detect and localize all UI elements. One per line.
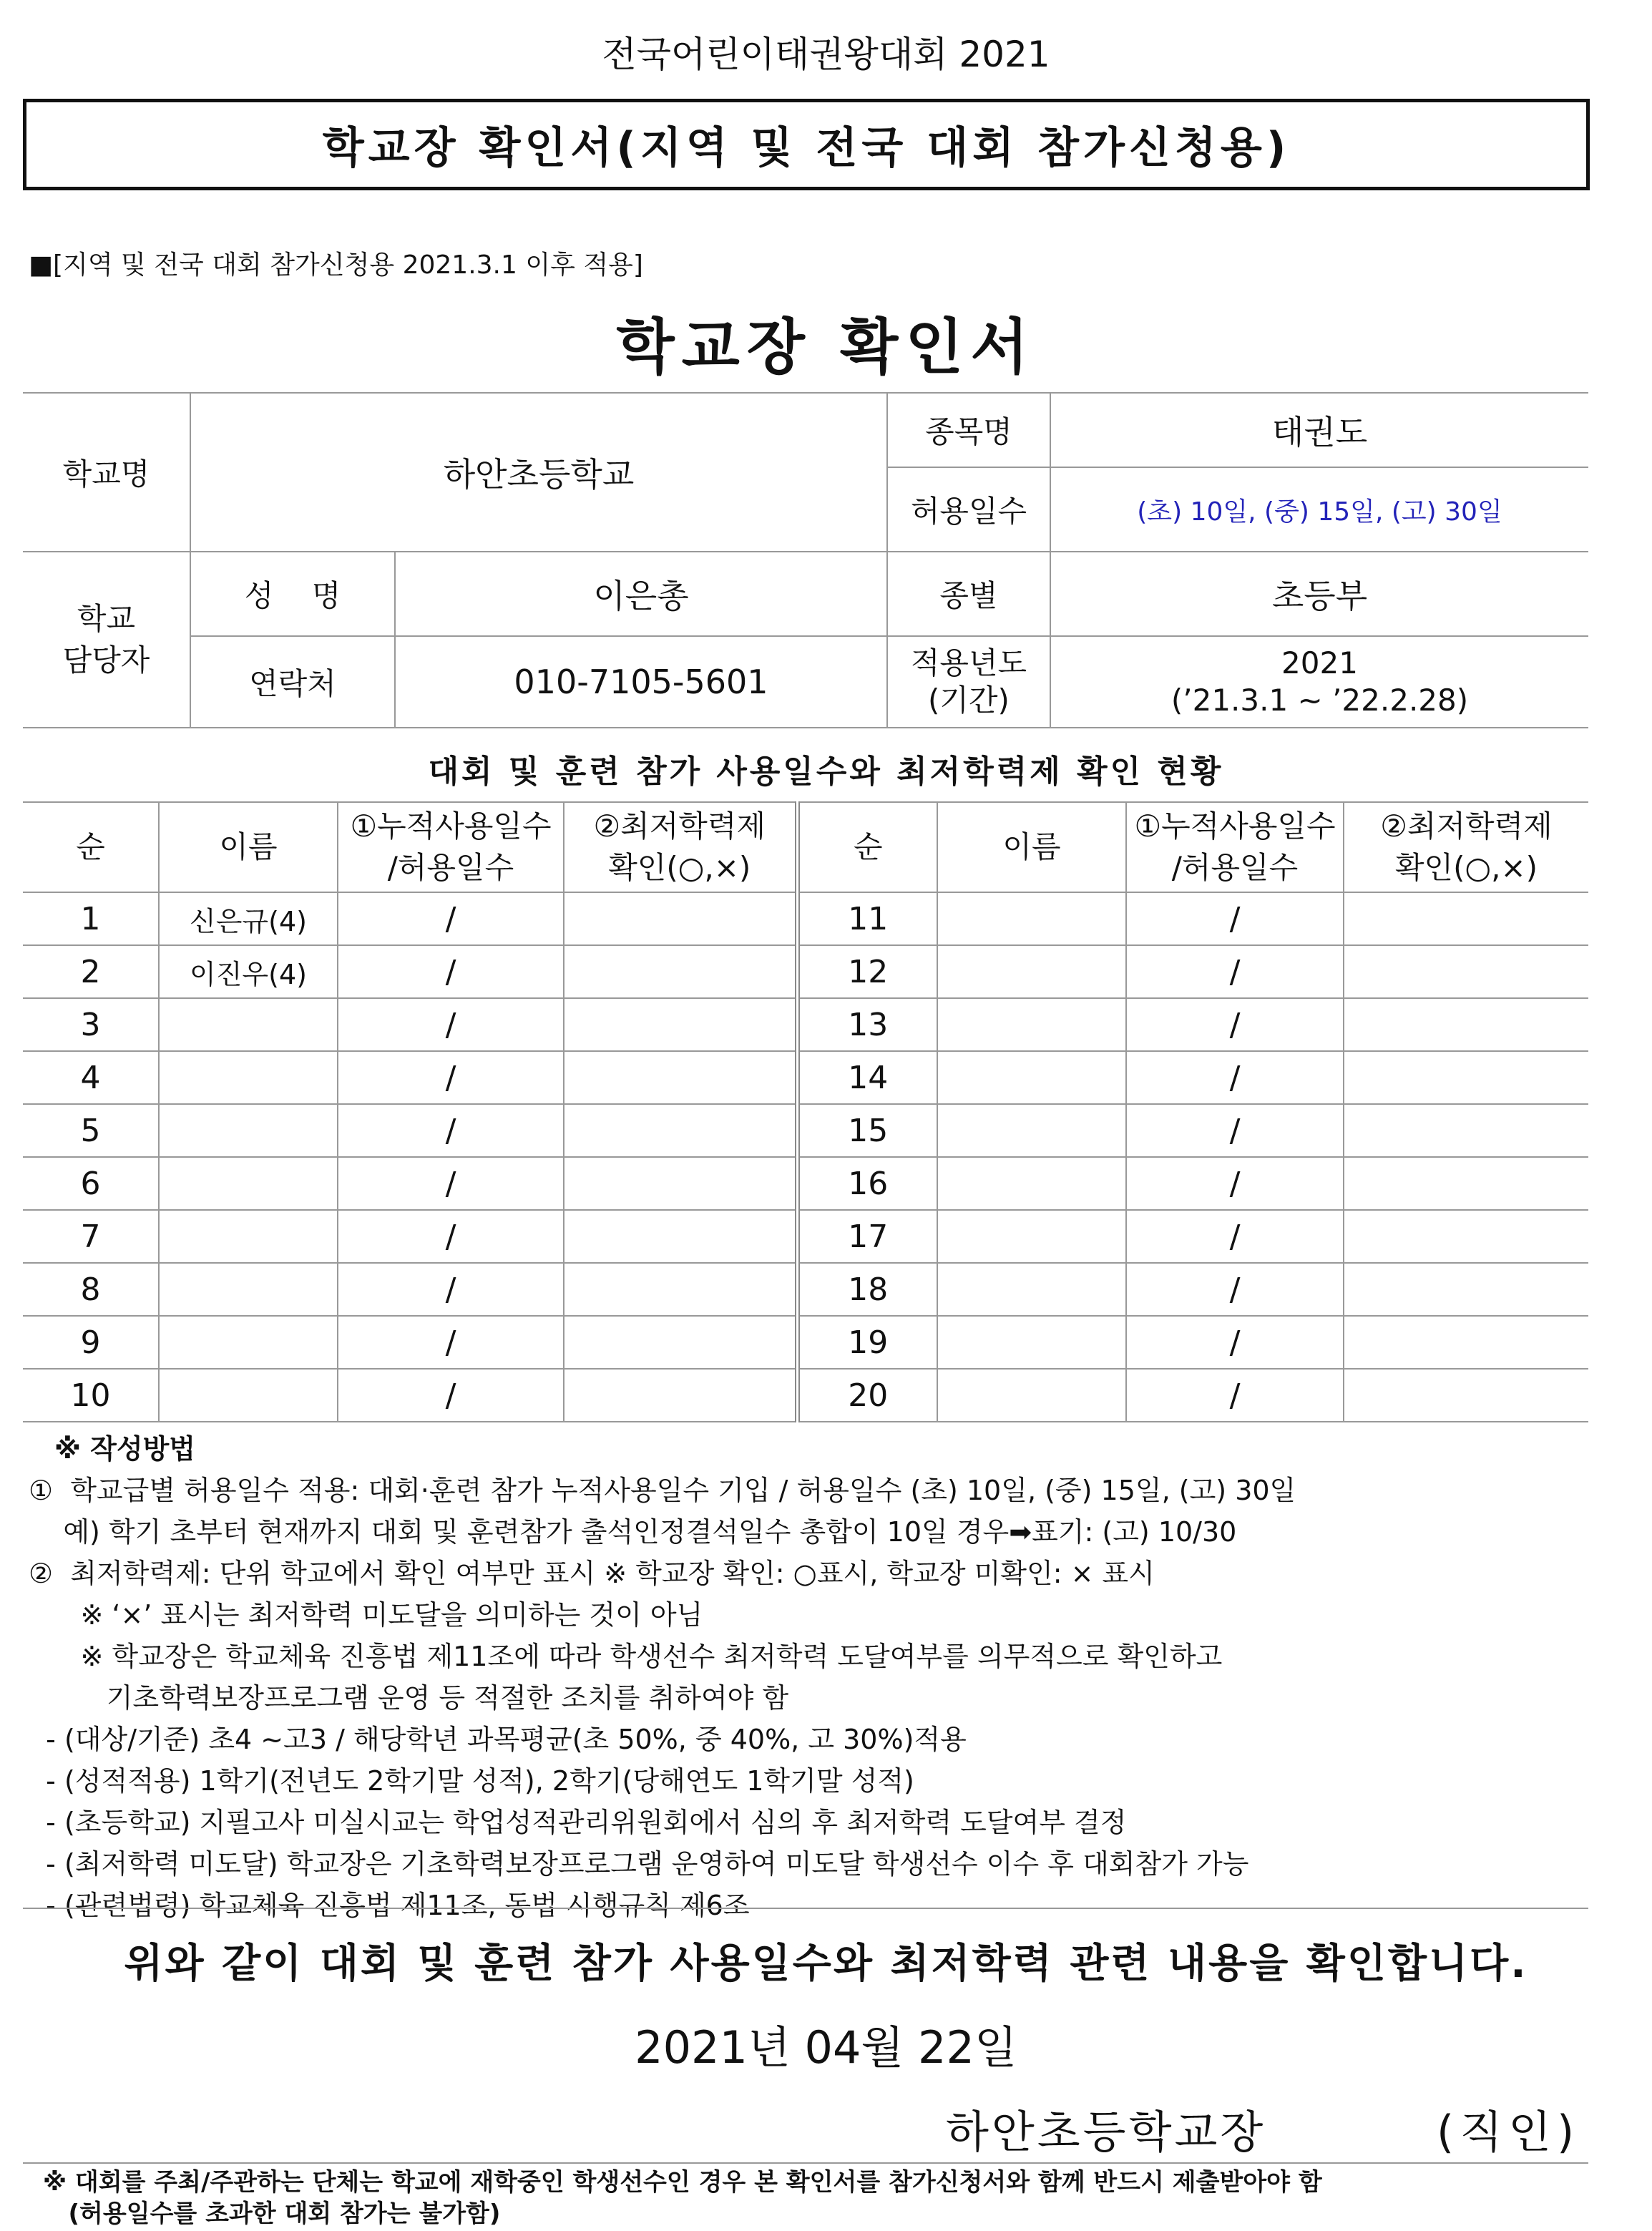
days-cell: / bbox=[338, 1104, 564, 1157]
student-name bbox=[937, 1210, 1126, 1263]
check-cell bbox=[1344, 1157, 1588, 1210]
issue-date: 2021년 04월 22일 bbox=[635, 2021, 1017, 2074]
table-row bbox=[23, 1210, 1588, 1263]
contact-value: 010-7105-5601 bbox=[395, 636, 887, 728]
days-cell: / bbox=[338, 1316, 564, 1369]
days-cell: / bbox=[1126, 1157, 1344, 1210]
document-title: 학교장 확인서 bbox=[616, 312, 1036, 382]
check-cell bbox=[1344, 998, 1588, 1051]
sport-value: 태권도 bbox=[1050, 393, 1588, 467]
student-name bbox=[937, 1104, 1126, 1157]
student-name bbox=[937, 1051, 1126, 1104]
row-number: 6 bbox=[23, 1157, 159, 1210]
header-num: 순 bbox=[23, 802, 159, 892]
table-row bbox=[23, 1051, 1588, 1104]
allowed-days-value: (초) 10일, (중) 15일, (고) 30일 bbox=[1050, 467, 1588, 552]
row-number: 10 bbox=[23, 1369, 159, 1422]
footnote-line: (허용일수를 초과한 대회 참가는 불가함) bbox=[43, 2200, 501, 2228]
check-cell bbox=[564, 1051, 797, 1104]
instruction-line: 기초학력보장프로그램 운영 등 적절한 조치를 취하여야 함 bbox=[29, 1682, 789, 1714]
days-cell: / bbox=[1126, 998, 1344, 1051]
student-name bbox=[937, 1157, 1126, 1210]
check-cell bbox=[564, 945, 797, 998]
roster-table bbox=[23, 801, 1588, 1422]
row-number: 7 bbox=[23, 1210, 159, 1263]
student-name bbox=[937, 998, 1126, 1051]
student-name bbox=[159, 1316, 338, 1369]
header-days: ①누적사용일수 /허용일수 bbox=[1126, 802, 1344, 892]
division-value: 초등부 bbox=[1050, 552, 1588, 636]
instruction-line: - (관련법령) 학교체육 진흥법 제11조, 동법 시행규칙 제6조 bbox=[29, 1890, 750, 1921]
instruction-line: 예) 학기 초부터 현재까지 대회 및 훈련참가 출석인정결석일수 총합이 10일 경우➡표기: (고) 10/30 bbox=[29, 1516, 1237, 1548]
days-cell: / bbox=[338, 1263, 564, 1316]
divider bbox=[23, 2162, 1588, 2164]
instruction-line: - (대상/기준) 초4 ~고3 / 해당학년 과목평균(초 50%, 중 40%, 고 30%)적용 bbox=[29, 1724, 967, 1755]
days-cell: / bbox=[1126, 1263, 1344, 1316]
allowed-days-label: 허용일수 bbox=[887, 467, 1050, 552]
row-number: 1 bbox=[23, 892, 159, 945]
days-cell: / bbox=[1126, 892, 1344, 945]
student-name bbox=[159, 1157, 338, 1210]
official-seal-label: (직인) bbox=[1437, 2106, 1580, 2158]
row-number: 11 bbox=[797, 892, 937, 945]
check-cell bbox=[1344, 945, 1588, 998]
row-number: 5 bbox=[23, 1104, 159, 1157]
days-cell: / bbox=[338, 945, 564, 998]
days-cell: / bbox=[1126, 1104, 1344, 1157]
days-cell: / bbox=[1126, 1316, 1344, 1369]
check-cell bbox=[564, 1157, 797, 1210]
table-row bbox=[23, 1263, 1588, 1316]
days-cell: / bbox=[338, 892, 564, 945]
manager-name-value: 이은총 bbox=[395, 552, 887, 636]
instruction-line: - (최저학력 미도달) 학교장은 기초학력보장프로그램 운영하여 미도달 학생선수 이수 후 대회참가 가능 bbox=[29, 1848, 1249, 1880]
student-name bbox=[159, 1263, 338, 1316]
school-name-label: 학교명 bbox=[23, 393, 190, 552]
row-number: 4 bbox=[23, 1051, 159, 1104]
instruction-line: ※ 학교장은 학교체육 진흥법 제11조에 따라 학생선수 최저학력 도달여부를 의무적으로 확인하고 bbox=[29, 1641, 1223, 1672]
manager-name-label: 성 명 bbox=[190, 552, 395, 636]
days-cell: / bbox=[338, 1369, 564, 1422]
row-number: 16 bbox=[797, 1157, 937, 1210]
student-name: 이진우(4) bbox=[159, 945, 338, 998]
division-label: 종별 bbox=[887, 552, 1050, 636]
confirmation-statement: 위와 같이 대회 및 훈련 참가 사용일수와 최저학력 관련 내용을 확인합니다. bbox=[124, 1940, 1528, 1987]
header-check: ②최저학력제 확인(○,×) bbox=[1344, 802, 1588, 892]
header-check: ②최저학력제 확인(○,×) bbox=[564, 802, 797, 892]
days-cell: / bbox=[1126, 1051, 1344, 1104]
instruction-line: ① 학교급별 허용일수 적용: 대회·훈련 참가 누적사용일수 기입 / 허용일수 (초) 10일, (중) 15일, (고) 30일 bbox=[29, 1475, 1296, 1506]
check-cell bbox=[564, 1369, 797, 1422]
footnote-line: ※ 대회를 주최/주관하는 단체는 학교에 재학중인 학생선수인 경우 본 확인서를 참가신청서와 함께 반드시 제출받아야 함 bbox=[43, 2168, 1322, 2197]
check-cell bbox=[564, 1316, 797, 1369]
row-number: 13 bbox=[797, 998, 937, 1051]
check-cell bbox=[1344, 1051, 1588, 1104]
row-number: 9 bbox=[23, 1316, 159, 1369]
instruction-line: ② 최저학력제: 단위 학교에서 확인 여부만 표시 ※ 학교장 확인: ○표시, 학교장 미확인: × 표시 bbox=[29, 1558, 1155, 1589]
check-cell bbox=[564, 1210, 797, 1263]
manager-label: 학교 담당자 bbox=[23, 552, 190, 728]
school-name-value: 하안초등학교 bbox=[190, 393, 887, 552]
table-row bbox=[23, 945, 1588, 998]
student-name bbox=[937, 945, 1126, 998]
check-cell bbox=[564, 998, 797, 1051]
principal-signature: 하안초등학교장 bbox=[946, 2106, 1266, 2158]
days-cell: / bbox=[338, 998, 564, 1051]
check-cell bbox=[1344, 892, 1588, 945]
row-number: 14 bbox=[797, 1051, 937, 1104]
status-title: 대회 및 훈련 참가 사용일수와 최저학력제 확인 현황 bbox=[428, 753, 1224, 790]
check-cell bbox=[1344, 1263, 1588, 1316]
row-number: 18 bbox=[797, 1263, 937, 1316]
row-number: 8 bbox=[23, 1263, 159, 1316]
row-number: 20 bbox=[797, 1369, 937, 1422]
check-cell bbox=[564, 1104, 797, 1157]
check-cell bbox=[1344, 1210, 1588, 1263]
student-name bbox=[159, 1210, 338, 1263]
instruction-line: - (초등학교) 지필고사 미실시교는 학업성적관리위원회에서 심의 후 최저학력 도달여부 결정 bbox=[29, 1807, 1127, 1838]
student-name: 신은규(4) bbox=[159, 892, 338, 945]
school-info-table bbox=[23, 392, 1588, 728]
table-row bbox=[23, 1104, 1588, 1157]
instructions bbox=[29, 1428, 1603, 1926]
instruction-line: - (성적적용) 1학기(전년도 2학기말 성적), 2학기(당해연도 1학기말 성적) bbox=[29, 1765, 914, 1797]
check-cell bbox=[1344, 1316, 1588, 1369]
student-name bbox=[937, 892, 1126, 945]
check-cell bbox=[564, 892, 797, 945]
days-cell: / bbox=[338, 1051, 564, 1104]
table-row bbox=[23, 998, 1588, 1051]
student-name bbox=[937, 1369, 1126, 1422]
year-value: 2021 (’21.3.1 ~ ’22.2.28) bbox=[1050, 636, 1588, 728]
days-cell: / bbox=[338, 1157, 564, 1210]
header-name: 이름 bbox=[159, 802, 338, 892]
contact-label: 연락처 bbox=[190, 636, 395, 728]
header-days: ①누적사용일수 /허용일수 bbox=[338, 802, 564, 892]
student-name bbox=[159, 998, 338, 1051]
instructions-heading: ※ 작성방법 bbox=[54, 1433, 196, 1465]
student-name bbox=[159, 1051, 338, 1104]
days-cell: / bbox=[338, 1210, 564, 1263]
event-title: 전국어린이태권왕대회 2021 bbox=[602, 34, 1050, 75]
check-cell bbox=[1344, 1369, 1588, 1422]
table-row bbox=[23, 1369, 1588, 1422]
student-name bbox=[937, 1316, 1126, 1369]
row-number: 17 bbox=[797, 1210, 937, 1263]
student-name bbox=[159, 1369, 338, 1422]
days-cell: / bbox=[1126, 1210, 1344, 1263]
table-row bbox=[23, 892, 1588, 945]
check-cell bbox=[564, 1263, 797, 1316]
row-number: 19 bbox=[797, 1316, 937, 1369]
student-name bbox=[937, 1263, 1126, 1316]
header-title: 학교장 확인서(지역 및 전국 대회 참가신청용) bbox=[23, 99, 1590, 190]
row-number: 15 bbox=[797, 1104, 937, 1157]
header-num: 순 bbox=[797, 802, 937, 892]
days-cell: / bbox=[1126, 1369, 1344, 1422]
divider bbox=[23, 1908, 1588, 1909]
sport-label: 종목명 bbox=[887, 393, 1050, 467]
days-cell: / bbox=[1126, 945, 1344, 998]
student-name bbox=[159, 1104, 338, 1157]
row-number: 12 bbox=[797, 945, 937, 998]
row-number: 3 bbox=[23, 998, 159, 1051]
instruction-line: ※ ‘×’ 표시는 최저학력 미도달을 의미하는 것이 아님 bbox=[29, 1599, 703, 1631]
table-row bbox=[23, 1157, 1588, 1210]
row-number: 2 bbox=[23, 945, 159, 998]
apply-note: ■[지역 및 전국 대회 참가신청용 2021.3.1 이후 적용] bbox=[29, 250, 643, 280]
table-row bbox=[23, 1316, 1588, 1369]
year-label: 적용년도 (기간) bbox=[887, 636, 1050, 728]
footnote bbox=[43, 2167, 1322, 2230]
check-cell bbox=[1344, 1104, 1588, 1157]
header-name: 이름 bbox=[937, 802, 1126, 892]
